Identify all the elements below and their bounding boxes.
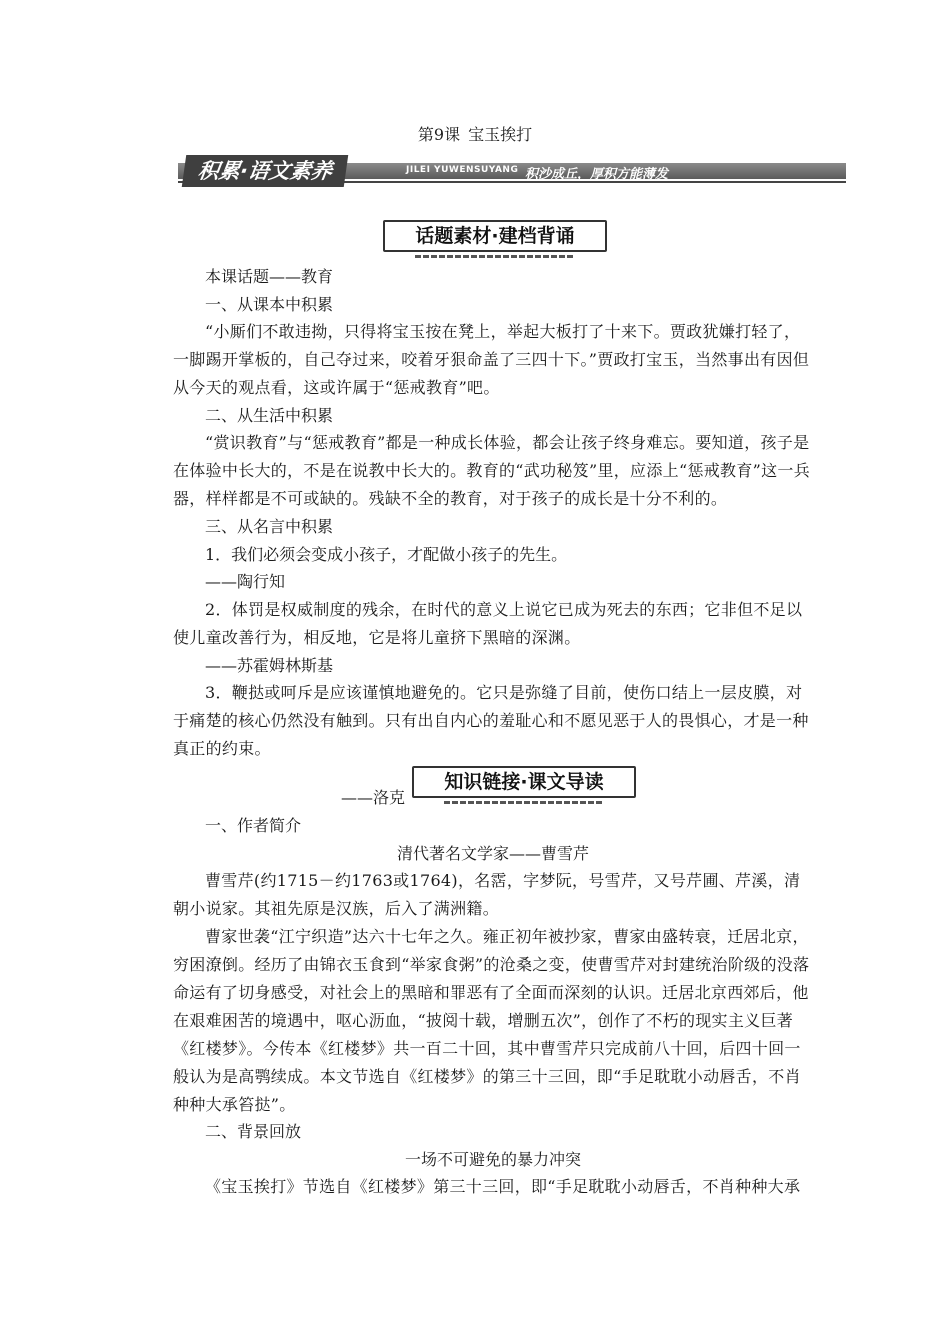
- section-heading-topic: 话题素材·建档背诵: [383, 220, 607, 252]
- background-subtitle: 一场不可避免的暴力冲突: [404, 1150, 581, 1169]
- author-paragraph-1: 曹雪芹(约1715－约1763或1764)，名霑，字梦阮，号雪芹，又号芹圃、芹溪，清朝小说家。其祖先原是汉族，后入了满洲籍。: [173, 871, 801, 918]
- section-heading-knowledge: 知识链接·课文导读: [412, 766, 636, 798]
- author-subtitle: 清代著名文学家——曹雪芹: [396, 844, 589, 863]
- knowledge-heading-1: 一、作者简介: [205, 816, 302, 835]
- quote-2-author: ——苏霍姆林斯基: [205, 656, 334, 675]
- topic-heading-1: 一、从课本中积累: [205, 295, 334, 314]
- quote-1: 1．我们必须会变成小孩子，才配做小孩子的先生。: [205, 545, 568, 564]
- quote-3-author: ——洛克: [341, 788, 406, 807]
- topic-paragraph-2: “赏识教育”与“惩戒教育”都是一种成长体验，都会让孩子终身难忘。要知道，孩子是在体验中长大的，不是在说教中长大的。教育的“武功秘笈”里，应添上“惩戒教育”这一兵器，样样都是不可或缺的。残缺不全的教育，对于孩子的成长是十分不利的。: [173, 433, 811, 508]
- lesson-name: 宝玉挨打: [468, 125, 533, 144]
- topic-heading-3: 三、从名言中积累: [205, 517, 334, 536]
- banner-slogan: 积沙成丘，厚积方能薄发: [525, 167, 669, 182]
- banner-title: 积累·语文素养: [182, 155, 348, 187]
- section-banner: [178, 157, 846, 185]
- quote-3: 3．鞭挞或呵斥是应该谨慎地避免的。它只是弥缝了目前，使伤口结上一层皮膜，对于痛楚的核心仍然没有触到。只有出自内心的羞耻心和不愿见恶于人的畏惧心，才是一种真正的约束。: [173, 683, 809, 758]
- banner-pinyin: JILEI YUWENSUYANG: [406, 165, 519, 175]
- knowledge-heading-2: 二、背景回放: [205, 1122, 302, 1141]
- lesson-number: 第9课: [417, 125, 461, 144]
- lesson-title: [0, 122, 950, 145]
- topic-paragraph-1: “小厮们不敢违拗，只得将宝玉按在凳上，举起大板打了十来下。贾政犹嫌打轻了，一脚踢开掌板的，自己夺过来，咬着牙狠命盖了三四十下。”贾政打宝玉，当然事出有因但从今天的观点看，这或许属于“惩戒教育”吧。: [173, 322, 810, 397]
- author-paragraph-2: 曹家世袭“江宁织造”达六十七年之久。雍正初年被抄家，曹家由盛转衰，迁居北京，穷困潦倒。经历了由锦衣玉食到“举家食粥”的沧桑之变，使曹雪芹对封建统治阶级的没落命运有了切身感受，对社会上的黑暗和罪恶有了全面而深刻的认识。迁居北京西郊后，他在艰难困苦的境遇中，呕心沥血，“披阅十载，增删五次”，创作了不朽的现实主义巨著《红楼梦》。今传本《红楼梦》共一百二十回，其中曹雪芹只完成前八十回，后四十回一般认为是高鹗续成。本文节选自《红楼梦》的第三十三回，即“手足耽耽小动唇舌，不肖种种大承笞挞”。: [173, 927, 810, 1114]
- topic-heading-2: 二、从生活中积累: [205, 406, 334, 425]
- quote-2: 2．体罚是权威制度的残余，在时代的意义上说它已成为死去的东西；它非但不足以使儿童改善行为，相反地，它是将儿童挤下黑暗的深渊。: [173, 600, 803, 647]
- background-paragraph: 《宝玉挨打》节选自《红楼梦》第三十三回，即“手足耽耽小动唇舌，不肖种种大承: [205, 1177, 801, 1196]
- topic-title: 本课话题——教育: [205, 267, 334, 286]
- quote-1-author: ——陶行知: [205, 572, 286, 591]
